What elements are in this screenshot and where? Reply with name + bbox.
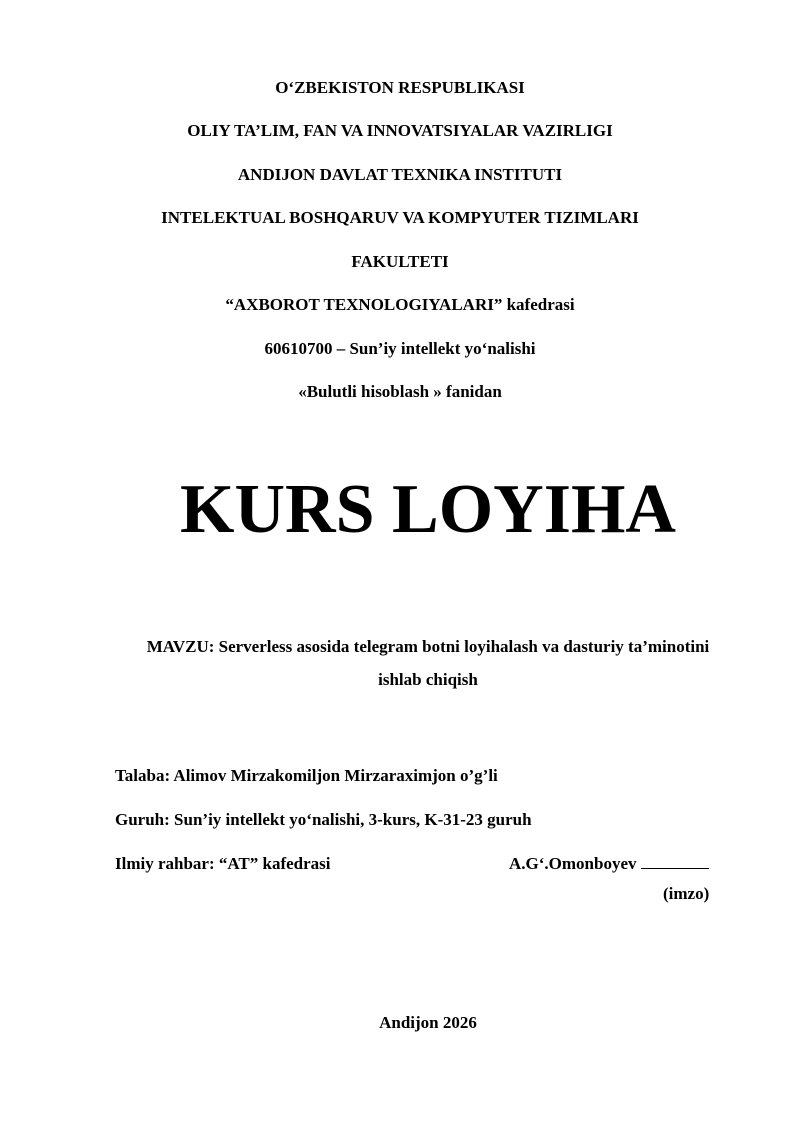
topic-line-2: ishlab chiqish [378, 670, 478, 689]
page-title: KURS LOYIHA [180, 471, 676, 548]
footer-city-year: Andijon 2026 [379, 1013, 477, 1032]
advisor-name-block [509, 854, 709, 874]
header-specialty: 60610700 – Sun’iy intellekt yo‘nalishi [264, 339, 536, 358]
student-info: Talaba: Alimov Mirzakomiljon Mirzaraximjon o’g’li [115, 766, 498, 785]
signature-note: (imzo) [663, 884, 710, 903]
header-faculty-line1: INTELEKTUAL BOSHQARUV VA KOMPYUTER TIZIMLARI [161, 208, 639, 227]
header-country: O‘ZBEKISTON RESPUBLIKASI [275, 78, 525, 97]
header-subject: «Bulutli hisoblash » fanidan [298, 382, 502, 401]
header-institute: ANDIJON DAVLAT TEXNIKA INSTITUTI [237, 165, 563, 184]
header-department: “AXBOROT TEXNOLOGIYALARI” kafedrasi [225, 295, 575, 314]
signature-blank-line [641, 854, 709, 869]
group-info: Guruh: Sun’iy intellekt yo‘nalishi, 3-kurs, K-31-23 guruh [115, 810, 532, 829]
header-faculty-line2: FAKULTETI [351, 252, 449, 271]
header-ministry: OLIY TA’LIM, FAN VA INNOVATSIYALAR VAZIRLIGI [187, 121, 613, 140]
topic-line-1: MAVZU: Serverless asosida telegram botni loyihalash va dasturiy ta’minotini [146, 637, 710, 656]
advisor-name: A.G‘.Omonboyev [509, 854, 637, 873]
advisor-label: Ilmiy rahbar: “AT” kafedrasi [115, 854, 331, 873]
